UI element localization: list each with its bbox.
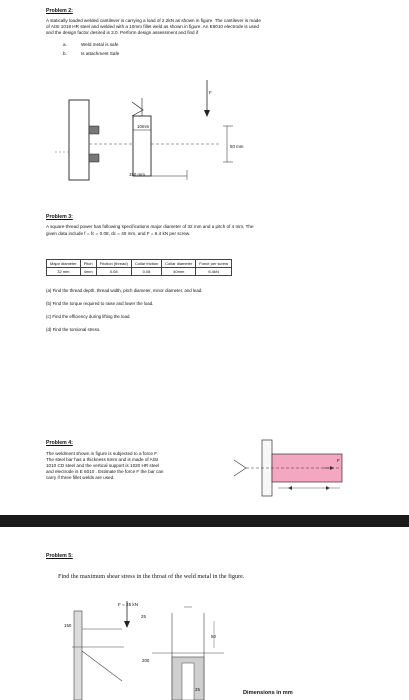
weldment-figure [230,434,355,500]
length-dim-label: 150 mm [129,172,145,177]
dimensions-caption: Dimensions in mm [243,690,293,696]
height-dim-label: 50 mm [230,144,244,149]
table-header-cell: Major diameter [47,260,81,268]
load-label: F [209,90,212,95]
table-cell: 6.4kN [196,268,232,276]
problem-4-line-3: 1010 CD steel and the vertical support is 1020 HR steel [46,463,160,468]
table-row [47,268,232,276]
problem-4-line-2: The steel bar has a thickness 5mm and is made of AISI [46,457,159,462]
table-cell: 0.08 [131,268,161,276]
table-header-cell: Force per screw [196,260,232,268]
table-cell: 32 mm [47,268,81,276]
problem-4-line-4: and electrode is E 6010 . Estimate the force F the bar can [46,469,164,474]
problem-4-line-1: The weldment shown in figure is subjected to a force F. [46,451,158,456]
item-b-text: Is attachment Safe [81,51,120,56]
table-header-row [47,260,232,268]
question-a: (a) Find the thread depth, thread width, pitch diameter, minor diameter, and lead. [46,288,203,293]
question-c: (c) Find the efficiency during lifting the load. [46,314,131,319]
question-b: (b) Find the torque required to raise and lower the load. [46,301,154,306]
page-separator [0,515,409,527]
dim-200: 200 [142,658,150,663]
table-cell: 40mm [162,268,196,276]
problem-4-line-5: carry if three fillet welds are used. [46,475,115,480]
table-cell: 0.08 [96,268,131,276]
document-page-2 [0,527,409,700]
table-header-cell: Pitch [80,260,96,268]
problem-3-line-1: A square-thread power has following specifications major diameter of 32 mm and a pitch of 4 mm, The [46,224,254,229]
item-a-marker: a. [63,42,67,47]
problem-2-line-3: and the design factor desired is 3.0. Perform design assessment and find if [46,30,199,35]
problem-2-heading: Problem 2: [46,8,73,14]
item-b-marker: b. [63,51,67,56]
problem-4-heading: Problem 4: [46,440,73,446]
item-a-text: Weld metal is safe [81,42,119,47]
table-header-cell: Collar diameter [162,260,196,268]
cantilever-figure [55,70,345,200]
problem-2-line-2: of AISI 1018 HR steel and welded with a 10mm fillet weld as shown in figure. An E6010 electrode is used [46,24,259,29]
problem-3-heading: Problem 3: [46,214,73,220]
screw-spec-table [46,259,232,276]
force-annotation: F = 25 kN [118,602,139,607]
question-d: (d) Find the torsional stress. [46,327,101,332]
table-cell: 4mm [80,268,96,276]
problem-5-text: Find the maximum shear stress in the throat of the weld metal in the figure. [58,573,245,580]
force-label: F [337,458,340,463]
weld-shear-figure [44,593,334,700]
problem-2-line-1: A statically loaded welded cantilever is carrying a load of 2.2kN as shown in figure. The cantilever is made [46,18,261,23]
problem-5-heading: Problem 5: [46,553,73,559]
table-header-cell: Collar friction [131,260,161,268]
problem-3-line-2: given data include f = fc = 0.08, dc = 40 mm, and F = 6.4 kN per screw. [46,231,191,236]
dim-25-top: 25 [141,614,146,619]
table-header-cell: Friction (thread) [96,260,131,268]
weld-size-label: 10mm [137,124,150,129]
dim-150: 150 [64,623,72,628]
dim-50: 50 [211,634,216,639]
dim-25-bottom: 25 [195,687,200,692]
